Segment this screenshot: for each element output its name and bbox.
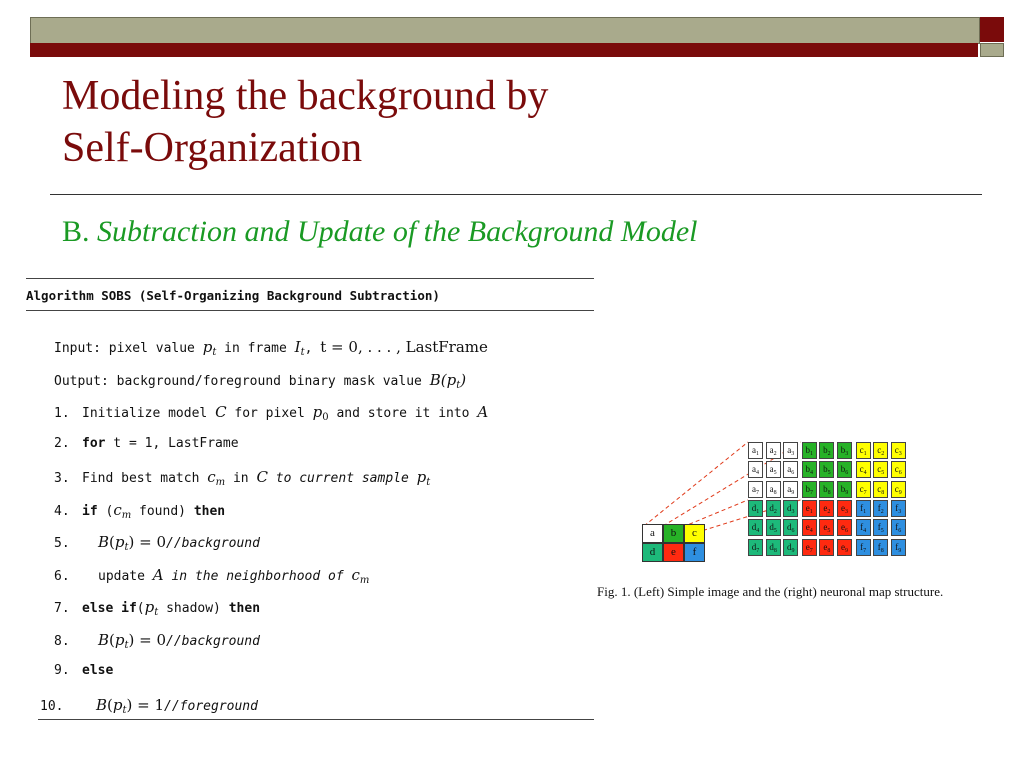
map-cell-a4: $a_4$ [748,461,763,478]
map-cell-e5: $e_5$ [819,519,834,536]
image-pixel-b: b [663,524,684,543]
image-pixel-e: e [663,543,684,562]
math-p-t-2: $p_t$ [416,468,431,488]
map-cell-a9: $a_9$ [783,481,798,498]
map-cell-a8: $a_8$ [766,481,781,498]
map-cell-c4: $c_4$ [856,461,871,478]
map-cell-e4: $e_4$ [802,519,817,536]
algorithm-line-4: 4. if ($c_m$ found) then [54,501,226,521]
map-cell-b6: $b_6$ [837,461,852,478]
figure-caption: Fig. 1. (Left) Simple image and the (right) neuronal map structure. [597,584,944,599]
math-c-m: $c_m$ [207,468,226,488]
map-cell-c8: $c_8$ [873,481,888,498]
mapping-line-1 [644,442,748,526]
map-cell-e1: $e_1$ [802,500,817,517]
map-cell-d3: $d_3$ [783,500,798,517]
map-cell-a3: $a_3$ [783,442,798,459]
map-cell-b7: $b_7$ [802,481,817,498]
map-cell-d4: $d_4$ [748,519,763,536]
top-decor-bar [30,17,980,44]
map-cell-f5: $f_5$ [873,519,888,536]
map-cell-e9: $e_9$ [837,539,852,556]
map-cell-b4: $b_4$ [802,461,817,478]
map-cell-e6: $e_6$ [837,519,852,536]
math-i-t: $I_t$ [294,338,305,358]
map-cell-a6: $a_6$ [783,461,798,478]
map-cell-a1: $a_1$ [748,442,763,459]
image-pixel-d: d [642,543,663,562]
map-cell-b8: $b_8$ [819,481,834,498]
map-cell-a7: $a_7$ [748,481,763,498]
algorithm-line-3: 3. Find best match $c_m$ in C to current sample $p_t$ [54,468,431,488]
title-line-1: Modeling the background by [62,73,549,119]
algorithm-line-5: 5. $B(p_t)$ = 0//background [54,533,260,553]
map-cell-f9: $f_9$ [891,539,906,556]
algorithm-line-7: 7. else $if(p_t$ shadow) then [54,598,261,618]
map-cell-d6: $d_6$ [783,519,798,536]
title-line-2: Self-Organization [62,125,363,171]
map-cell-f1: $f_1$ [856,500,871,517]
image-pixel-f: f [684,543,705,562]
map-cell-b5: $b_5$ [819,461,834,478]
subtitle-text: Subtraction and Update of the Background Model [97,215,698,248]
map-cell-f3: $f_3$ [891,500,906,517]
map-cell-e3: $e_3$ [837,500,852,517]
map-cell-f4: $f_4$ [856,519,871,536]
mapping-lines [600,430,1000,610]
slide-subtitle [62,215,697,249]
map-cell-d8: $d_8$ [766,539,781,556]
algorithm-box [26,278,594,720]
map-cell-f8: $f_8$ [873,539,888,556]
top-decor-line [30,43,978,57]
map-cell-d2: $d_2$ [766,500,781,517]
map-cell-c3: $c_3$ [891,442,906,459]
subtitle-prefix: B. [62,215,90,248]
map-cell-d7: $d_7$ [748,539,763,556]
algorithm-rule-head [26,310,594,311]
map-cell-f7: $f_7$ [856,539,871,556]
map-cell-c7: $c_7$ [856,481,871,498]
map-cell-e7: $e_7$ [802,539,817,556]
math-p-t: $p_t$ [202,338,217,358]
math-p-0: $p_0$ [312,403,329,423]
map-cell-b1: $b_1$ [802,442,817,459]
map-cell-a5: $a_5$ [766,461,781,478]
algorithm-line-input: Input: pixel value $p_t$ in frame $I_t$, t = 0, . . . , LastFrame [54,338,488,358]
image-pixel-c: c [684,524,705,543]
map-cell-c9: $c_9$ [891,481,906,498]
slide-title [62,70,942,174]
algorithm-line-output: Output: background/foreground binary mask value $B(p_t)$ [54,371,467,391]
map-cell-c6: $c_6$ [891,461,906,478]
map-cell-f2: $f_2$ [873,500,888,517]
algorithm-line-6: 6. update A in the neighborhood of $c_m$ [54,566,370,586]
map-cell-b3: $b_3$ [837,442,852,459]
map-cell-d5: $d_5$ [766,519,781,536]
map-cell-b9: $b_9$ [837,481,852,498]
map-cell-d9: $d_9$ [783,539,798,556]
algorithm-rule-bottom [38,719,594,720]
algorithm-line-1: 1. Initialize model C for pixel $p_0$ and store it into A [54,403,489,423]
algorithm-rule-top [26,278,594,279]
neuronal-map-figure [600,430,1000,610]
map-cell-e8: $e_8$ [819,539,834,556]
image-pixel-a: a [642,524,663,543]
title-divider [50,194,982,195]
map-cell-e2: $e_2$ [819,500,834,517]
map-cell-c5: $c_5$ [873,461,888,478]
corner-square-gray [980,43,1004,57]
map-cell-b2: $b_2$ [819,442,834,459]
map-cell-d1: $d_1$ [748,500,763,517]
algorithm-heading: Algorithm SOBS (Self-Organizing Background Subtraction) [26,288,440,303]
map-cell-a2: $a_2$ [766,442,781,459]
corner-square-red [980,17,1004,42]
map-cell-f6: $f_6$ [891,519,906,536]
algorithm-line-2: 2. for t = 1, LastFrame [54,436,239,451]
math-b-pt: $B(p_t)$ [429,371,467,391]
map-cell-c2: $c_2$ [873,442,888,459]
map-cell-c1: $c_1$ [856,442,871,459]
algorithm-line-9: 9. else [54,663,114,678]
algorithm-line-10: 10. $B(p_t)$ = 1//foreground [40,696,258,716]
algorithm-line-8: 8. $B(p_t)$ = 0//background [54,631,260,651]
